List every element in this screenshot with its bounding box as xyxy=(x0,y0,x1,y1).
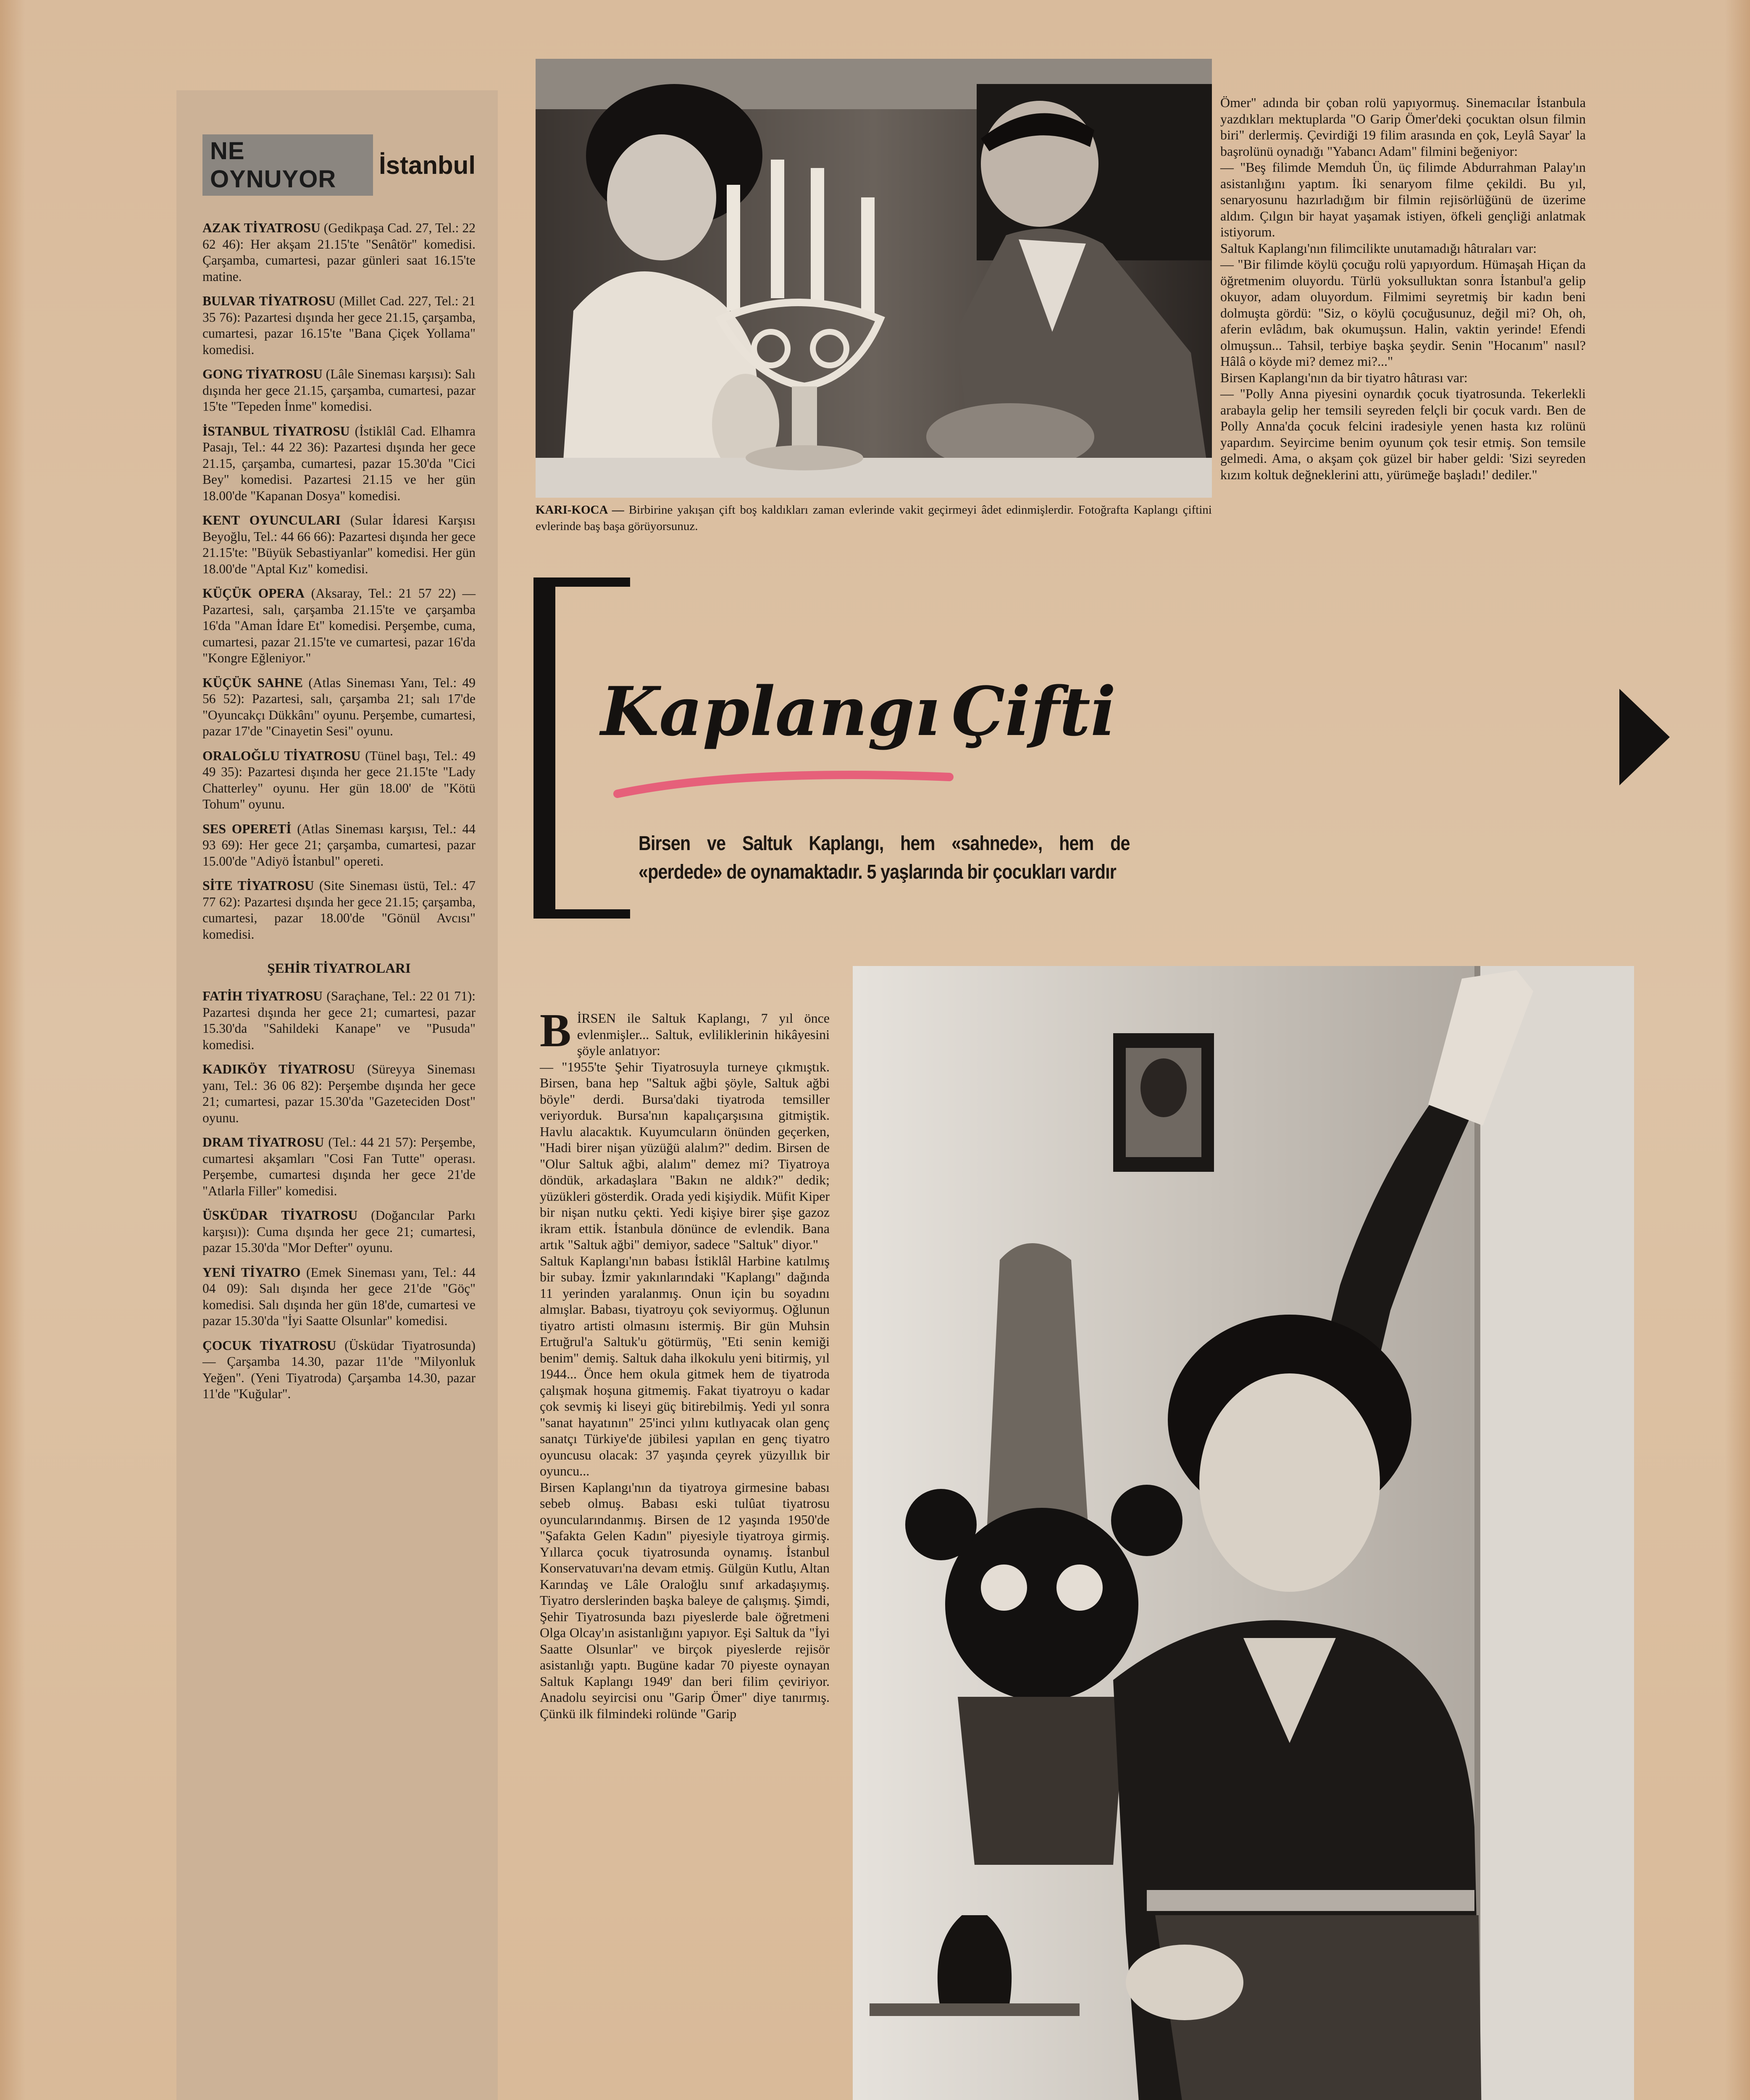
listing-details: (Atlas Sineması karşısı, Tel.: 44 93 69): Her gece 21; çarşamba, cumartesi, pazar 15.00'de "Adiyö İstanbul" opereti. xyxy=(202,821,476,869)
listing-details: (İstiklâl Cad. Elhamra Pasajı, Tel.: 44 22 36): Pazartesi dışında her gece 21.15, çarşamba, cumartesi, pazar 15.30'da "Cici Bey" komedisi. Pazartesi 21.15 ve her gün 18.00'de "Kapanan Dosya" komedisi. xyxy=(202,423,476,503)
listing-item xyxy=(202,821,476,870)
listing-venue-name: GONG TİYATROSU xyxy=(202,367,323,381)
article-column-middle-text: İRSEN ile Saltuk Kaplangı, 7 yıl önce evlenmişler... Saltuk, evliliklerinin hikâyesini şöyle anlatıyor: — "1955'te Şehir Tiyatrosuyla turneye çıkmıştık. Birsen, bana hep "Saltuk ağbi şöyle, Saltuk ağbi böyle" derdi. Bursa'daki tiyatroda temsiller veriyorduk. Bursa'nın kapalıçarşısına gitmiştik. Havlu alacaktık. Kuyumcuların önünden geçerken, "Hadi birer nişan yüzüğü alalım?" dedim. Birsen de "Olur Saltuk ağbi, alalım" demez mi? Tiyatroya döndük, arkadaşlara "Bakın ne aldık?" dedik; yüzükleri gösterdik. Orada yedi kişiydik. Müfit Kiper bir nişan nutku çekti. Yedi kişiye birer şişe gazoz ikram ettik. İstanbula dönünce de evlendik. Bana artık "Saltuk ağbi" demiyor, sadece "Saltuk" diyor." Saltuk Kaplangı'nın babası İstiklâl Harbine katılmış bir subay. İzmir yakınlarındaki "Kaplangı" dağında 11 yerinden yaralanmış. Onun için bu soyadını almışlar. Babası, tiyatroyu çok seviyormuş. Oğlunun tiyatro artisti olmasını istermiş. Bir gün Muhsin Ertuğrul'a Saltuk'u götürmüş, "Eti senin kemiği benim" demiş. Saltuk daha ilkokulu yeni bitirmiş, yıl 1944... Önce hem okula gitmek hem de tiyatroda çalışmak hoşuna gitmemiş. Fakat tiyatroyu o kadar çok sevmiş ki liseyi güç bitirebilmiş. Yedi yıl sonra "sanat hayatının" 25'inci yılını kutlıyacak olan genç sanatçı Türkiye'de jübilesi yapılan en genç tiyatro oyuncusu olacak: 37 yaşında çeyrek yüzyıllık bir oyuncu... Birsen Kaplangı'nın da tiyatroya girmesine babası sebeb olmuş. Babası eski tulûat tiyatrosu oyuncularındanmış. Birsen de 12 yaşında 1950'de "Şafakta Gelen Kadın" piyesiyle tiyatroya girmiş. Yıllarca çocuk tiyatrosunda oynamış. İstanbul Konservatuvarı'na devam etmiş. Gülgün Kutlu, Altan Karındaş ve Lâle Oraloğlu sınıf arkadaşıymış. Tiyatro derslerinden başka baleye de çalışmış. Şimdi, Şehir Tiyatrosunda bazı piyeslerde bale öğretmeni Olga Olcay'ın asistanlığını yapıyor. Eşi Saltuk da "İyi Saatte Olsunlar" ve birçok piyeslerde rejisör asistanlığı yaptı. Bugüne kadar 70 piyeste oynayan Saltuk Kaplangı 1949' dan beri filim çeviriyor. Anadolu seyircisi onu "Garip Ömer" diye tanırmış. Çünkü ilk filmindeki rolünde "Garip xyxy=(540,1011,830,1721)
listing-venue-name: KENT OYUNCULARI xyxy=(202,513,341,528)
listing-venue-name: BULVAR TİYATROSU xyxy=(202,294,336,308)
city-theatre-list xyxy=(202,988,476,1402)
listing-details: (Tünel başı, Tel.: 49 49 35): Pazartesi dışında her gece 21.15'te "Lady Chatterley" oyunu. Her gün 18.00' de "Kötü Tohum" oyunu. xyxy=(202,748,476,811)
photo-caption xyxy=(536,502,1212,535)
listing-item xyxy=(202,512,476,577)
listing-item xyxy=(202,1061,476,1126)
article-column-middle xyxy=(540,1005,830,1722)
listing-item xyxy=(202,1265,476,1329)
page-edge-left xyxy=(0,0,25,2100)
article-title-word-2: Çifti xyxy=(951,672,1116,751)
listing-venue-name: KÜÇÜK SAHNE xyxy=(202,675,303,690)
listing-venue-name: ORALOĞLU TİYATROSU xyxy=(202,748,361,763)
listing-venue-name: KÜÇÜK OPERA xyxy=(202,586,305,601)
article-dek: Birsen ve Saltuk Kaplangı, hem «sahnede», hem de «perdede» de oynamaktadır. 5 yaşlarında bir çocukları vardır xyxy=(639,832,1130,883)
caption-lead: KARI-KOCA — xyxy=(536,503,624,517)
listing-details: (Lâle Sineması karşısı): Salı dışında her gece 21.15, çarşamba, cumartesi, pazar 15'te "Tepeden İnme" komedisi. xyxy=(202,367,476,414)
listing-details: (Gedikpaşa Cad. 27, Tel.: 22 62 46): Her akşam 21.15'te "Senâtör" komedisi. Çarşamba, cumartesi, pazar günleri saat 16.15'te matine. xyxy=(202,220,476,284)
listing-details: (Tel.: 44 21 57): Perşembe, cumartesi akşamları "Cosi Fan Tutte" operası. Perşembe, cumartesi dışında her gece 21'de "Atlarla Filler" komedisi. xyxy=(202,1135,476,1198)
listing-details: (Site Sineması üstü, Tel.: 47 77 62): Pazartesi dışında her gece 21.15; çarşamba, cumartesi, pazar 18.00'de "Gönül Avcısı" komedisi. xyxy=(202,878,476,942)
couple-photo-illustration xyxy=(536,59,1212,498)
title-bracket-bottom xyxy=(533,909,630,919)
theatre-listings xyxy=(202,134,476,1411)
listing-item xyxy=(202,293,476,358)
listing-item xyxy=(202,675,476,740)
listing-venue-name: YENİ TİYATRO xyxy=(202,1265,301,1280)
section-header xyxy=(202,134,476,196)
listing-details: (Millet Cad. 227, Tel.: 21 35 76): Pazartesi dışında her gece 21.15, çarşamba, cumartesi, pazar 16.15'te "Bana Çiçek Yollama" komedisi. xyxy=(202,294,476,357)
listing-item xyxy=(202,585,476,667)
listing-venue-name: ÜSKÜDAR TİYATROSU xyxy=(202,1208,358,1223)
listing-details: (Aksaray, Tel.: 21 57 22) — Pazartesi, salı, çarşamba 21.15'te ve çarşamba 16'da "Aman İdare Et" komedisi. Perşembe, cuma, cumartesi, pazar 21.15'te ve cumartesi, pazar 16'da "Kongre Eğleniyor." xyxy=(202,586,476,665)
listing-details: (Atlas Sineması Yanı, Tel.: 49 56 52): Pazartesi, salı, çarşamba 21; salı 17'de "Oyuncakçı Dükkânı" oyunu. Perşembe, cumartesi, pazar 17'de "Cinayetin Sesi" oyunu. xyxy=(202,675,476,738)
dropcap: B xyxy=(540,1005,571,1057)
birsen-photo xyxy=(853,966,1634,2100)
article-column-right: Ömer" adında bir çoban rolü yapıyormuş. Sinemacılar İstanbula yazdıkları mektuplarda "O Garip Ömer'deki çocuktan olsun filmin biri" derlermiş. Çevirdiği 19 filim arasında en çok, Leylâ Sayar' la başrolünü oynadığı "Yabancı Adam" filmini beğeniyor: — "Beş filimde Memduh Ün, üç filimde Abdurrahman Palay'ın asistanlığını yaptım. İki senaryom filme çekildi. Bu yıl, senaryosunu hazırladığım bir filmin rejisörlüğünü de üzerime aldım. Çılgın bir hayat yaşamak istiyen, öfkeli gençliği anlatmak istiyorum. Saltuk Kaplangı'nın filimcilikte unutamadığı hâtıraları var: — "Bir filimde köylü çocuğu rolü yapıyordum. Hümaşah Hiçan da öğretmenim oluyordu. Türlü yoksulluktan sonra İstanbul'a gelip okuyor, adam oluyordum. Filmimi seyretmiş bir kadın beni dolmuşta gördü: "Siz, o köylü çocuğusunuz, değil mi? Oh, oh, aferin evlâdım, bak okumuşsun. Halin, vaktin yerinde! Efendi olmuşsun... Tahsil, terbiye başka şeydir. Senin "Hocanım" nasıl? Hâlâ o köyde mi? demez mi?..." Birsen Kaplangı'nın da bir tiyatro hâtırası var: — "Polly Anna piyesini oynardık çocuk tiyatrosunda. Tekerlekli arabayla gelip her temsili seyreden felçli bir çocuk vardı. Ben de Polly Anna'da çocuk felcini iradesiyle yenen hasta kız rolünü yapardım. Seyircime benim oyunum çok tesir etmiş. Son temsile gelmedi. Ama, o akşam çok güzel bir haber geldi: 'Sizi seyreden kızım koltuk değneklerini attı, yürümeğe başladı!' dediler." xyxy=(1220,95,1586,482)
section-label: NE OYNUYOR xyxy=(202,134,373,196)
listing-item xyxy=(202,423,476,504)
listing-venue-name: FATİH TİYATROSU xyxy=(202,989,323,1003)
listing-venue-name: ÇOCUK TİYATROSU xyxy=(202,1338,336,1353)
listing-item xyxy=(202,748,476,813)
article-title-word-1: Kaplangı xyxy=(601,672,941,751)
section-city: İstanbul xyxy=(378,151,476,179)
listing-item xyxy=(202,1134,476,1199)
listing-details: (Süreyya Sineması yanı, Tel.: 36 06 82): Perşembe dışında her gece 21; cumartesi, pazar 15.30'da "Gazeteciden Dost" oyunu. xyxy=(202,1062,476,1125)
birsen-photo-illustration xyxy=(853,966,1634,2100)
listing-item xyxy=(202,1338,476,1402)
listing-venue-name: SİTE TİYATROSU xyxy=(202,878,314,893)
page-edge-right xyxy=(1725,0,1750,2100)
caption-text: Birbirine yakışan çift boş kaldıkları zaman evlerinde vakit geçirmeyi âdet edinmişlerdir. Fotoğrafta Kaplangı çiftini evlerinde baş başa görüyorsunuz. xyxy=(536,503,1212,533)
title-bracket-left xyxy=(533,578,555,918)
city-theatres-heading: ŞEHİR TİYATROLARI xyxy=(267,961,411,976)
listing-item xyxy=(202,988,476,1053)
theatre-listings-column xyxy=(176,90,498,2100)
listing-details: (Doğancılar Parkı karşısı)): Cuma dışında her gece 21; cumartesi, pazar 15.30'da "Mor Defter" oyunu. xyxy=(202,1208,476,1255)
listing-details: (Üsküdar Tiyatrosunda) — Çarşamba 14.30, pazar 11'de "Milyonluk Yeğen". (Yeni Tiyatroda) Çarşamba 14.30, pazar 11'de "Kuğular". xyxy=(202,1338,476,1401)
listing-details: (Emek Sineması yanı, Tel.: 44 04 09): Salı dışında her gece 21'de "Göç" komedisi. Salı dışında her gün 18'de, cumartesi ve pazar 15.30'da "İyi Saatte Olsunlar" komedisi. xyxy=(202,1265,476,1328)
title-underline-swash xyxy=(613,764,958,802)
listing-details: (Saraçhane, Tel.: 22 01 71): Pazartesi dışında her gece 21; cumartesi, pazar 15.30'da "Sahildeki Kanape" ve "Pusuda" komedisi. xyxy=(202,989,476,1052)
private-theatre-list xyxy=(202,220,476,942)
listing-item xyxy=(202,366,476,415)
listing-item xyxy=(202,878,476,942)
listing-venue-name: SES OPERETİ xyxy=(202,821,292,836)
listing-venue-name: AZAK TİYATROSU xyxy=(202,220,321,235)
continue-arrow-icon xyxy=(1619,689,1670,785)
listing-venue-name: DRAM TİYATROSU xyxy=(202,1135,324,1150)
listing-item xyxy=(202,1208,476,1256)
listing-venue-name: İSTANBUL TİYATROSU xyxy=(202,423,350,438)
listing-item xyxy=(202,220,476,285)
listing-venue-name: KADIKÖY TİYATROSU xyxy=(202,1062,355,1076)
listing-details: (Sular İdaresi Karşısı Beyoğlu, Tel.: 44 66 66): Pazartesi dışında her gece 21.15'te: "Büyük Sebastiyanlar" komedisi. Her gün 18.00'de "Aptal Kız" komedisi. xyxy=(202,513,476,576)
couple-photo xyxy=(536,59,1212,498)
